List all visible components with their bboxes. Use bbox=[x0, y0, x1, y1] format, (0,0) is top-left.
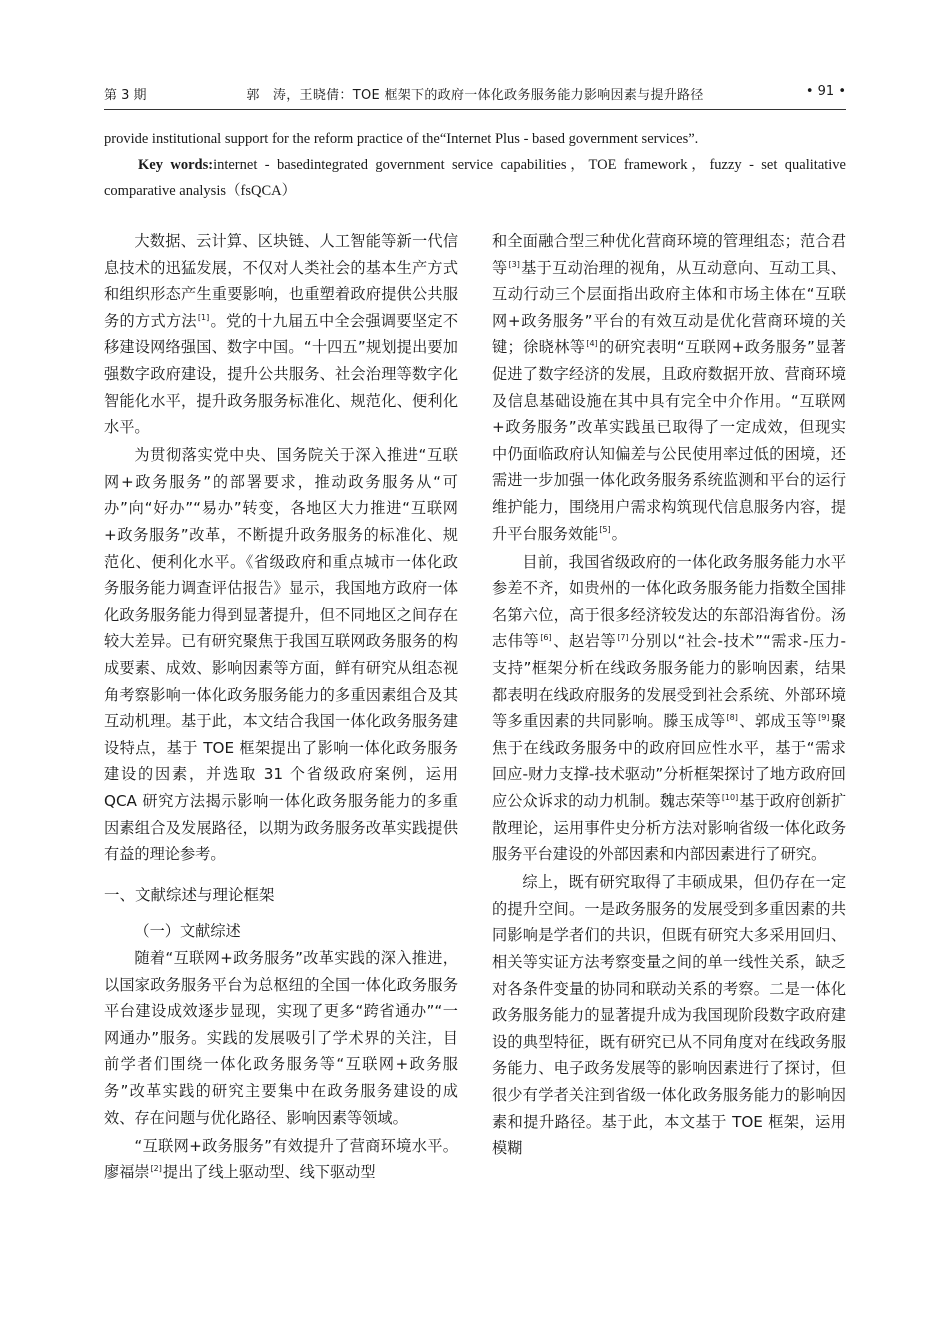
left-column bbox=[104, 228, 458, 1187]
citation: [8] bbox=[726, 713, 738, 723]
citation: [1] bbox=[197, 312, 210, 322]
section-heading: 一、文献综述与理论框架 bbox=[104, 885, 275, 904]
paragraph: “互联网+政务服务”有效提升了营商环境水平。廖福崇[2]提出了线上驱动型、线下驱动型 bbox=[104, 1136, 458, 1182]
running-header bbox=[104, 84, 846, 106]
citation: [2] bbox=[150, 1164, 162, 1174]
citation: [6] bbox=[540, 633, 552, 643]
keywords bbox=[104, 152, 846, 204]
abstract-tail bbox=[104, 126, 846, 204]
running-title: 郭 涛，王晓倩：TOE 框架下的政府一体化政务服务能力影响因素与提升路径 bbox=[246, 88, 704, 103]
keywords-label: Key words: bbox=[138, 157, 214, 173]
citation: [3] bbox=[508, 259, 520, 269]
paragraph: 大数据、云计算、区块链、人工智能等新一代信息技术的迅猛发展，不仅对人类社会的基本生产方式和组织形态产生重要影响，也重塑着政府提供公共服务的方式方法[1]。党的十九届五中全会强调要坚定不移建设网络强国、数字中国。“十四五”规划提出要加强数字政府建设，提升公共服务、社会治理等数字化智能化水平，提升政务服务标准化、规范化、便利化水平。 bbox=[104, 232, 458, 437]
issue-number: 第 3 期 bbox=[104, 88, 147, 103]
right-column bbox=[492, 228, 846, 1163]
keywords-text: internet - basedintegrated government service capabilities，TOE framework，fuzzy - set qualitative comparative analysis（fsQCA） bbox=[104, 157, 846, 199]
paragraph: 综上，既有研究取得了丰硕成果，但仍存在一定的提升空间。一是政务服务的发展受到多重因素的共同影响是学者们的共识，但既有研究大多采用回归、相关等实证方法考察变量之间的单一线性关系，缺乏对各条件变量的协同和联动关系的考察。二是一体化政务服务能力的显著提升成为我国现阶段数字政府建设的典型特征，既有研究已从不同角度对在线政务服务能力、电子政务发展等的影响因素进行了探讨，但很少有学者关注到省级一体化政务服务能力的影响因素和提升路径。基于此，本文基于 TOE 框架，运用模糊 bbox=[492, 873, 846, 1158]
page-number: • 91 • bbox=[805, 84, 846, 99]
paragraph: 为贯彻落实党中央、国务院关于深入推进“互联网+政务服务”的部署要求，推动政务服务从“可办”向“好办”“易办”转变，各地区大力推进“互联网+政务服务”改革，不断提升政务服务的标准化、规范化、便利化水平。《省级政府和重点城市一体化政务服务能力调查评估报告》显示，我国地方政府一体化政务服务能力得到显著提升，但不同地区之间存在较大差异。已有研究聚焦于我国互联网政务服务的构成要素、成效、影响因素等方面，鲜有研究从组态视角考察影响一体化政务服务能力的多重因素组合及其互动机理。基于此，本文结合我国一体化政务服务建设特点，基于 TOE 框架提出了影响一体化政务服务建设的因素，并选取 31 个省级政府案例，运用 QCA 研究方法揭示影响一体化政务服务能力的多重因素组合及发展路径，以期为政务服务改革实践提供有益的理论参考。 bbox=[104, 446, 458, 864]
paragraph: 和全面融合型三种优化营商环境的管理组态；范合君等[3]基于互动治理的视角，从互动意向、互动工具、互动行动三个层面指出政府主体和市场主体在“互联网+政务服务”平台的有效互动是优化营商环境的关键；徐晓林等[4]的研究表明“互联网+政务服务”显著促进了数字经济的发展，且政府数据开放、营商环境及信息基础设施在其中具有完全中介作用。“互联网+政务服务”改革实践虽已取得了一定成效，但现实中仍面临政府认知偏差与公民使用率过低的困境，还需进一步加强一体化政务服务系统监测和平台的运行维护能力，围绕用户需求构筑现代信息服务内容，提升平台服务效能[5]。 bbox=[492, 232, 846, 543]
header-divider bbox=[104, 109, 846, 110]
subsection-heading: （一）文献综述 bbox=[134, 922, 241, 941]
citation: [7] bbox=[617, 633, 629, 643]
citation: [5] bbox=[599, 525, 611, 535]
paragraph: 随着“互联网+政务服务”改革实践的深入推进，以国家政务服务平台为总枢纽的全国一体化政务服务平台建设成效逐步显现，实现了更多“跨省通办”“一网通办”服务。实践的发展吸引了学术界的关注，目前学者们围绕一体化政务服务等“互联网+政务服务”改革实践的研究主要集中在政务服务建设的成效、存在问题与优化路径、影响因素等领域。 bbox=[104, 948, 458, 1127]
citation: [9] bbox=[818, 713, 830, 723]
abstract-last-sentence: provide institutional support for the reform practice of the“Internet Plus - based government services”. bbox=[104, 131, 699, 147]
citation: [4] bbox=[586, 339, 598, 349]
paragraph: 目前，我国省级政府的一体化政务服务能力水平参差不齐，如贵州的一体化政务服务能力指数全国排名第六位，高于很多经济较发达的东部沿海省份。汤志伟等[6]、赵岩等[7]分别以“社会-技术”“需求-压力-支持”框架分析在线政务服务能力的影响因素，结果都表明在线政府服务的发展受到社会系统、外部环境等多重因素的共同影响。滕玉成等[8]、郭成玉等[9]聚焦于在线政务服务中的政府回应性水平，基于“需求回应-财力支撑-技术驱动”分析框架探讨了地方政府回应公众诉求的动力机制。魏志荣等[10]基于政府创新扩散理论，运用事件史分析方法对影响省级一体化政务服务平台建设的外部因素和内部因素进行了研究。 bbox=[492, 552, 847, 864]
citation: [10] bbox=[721, 792, 739, 802]
